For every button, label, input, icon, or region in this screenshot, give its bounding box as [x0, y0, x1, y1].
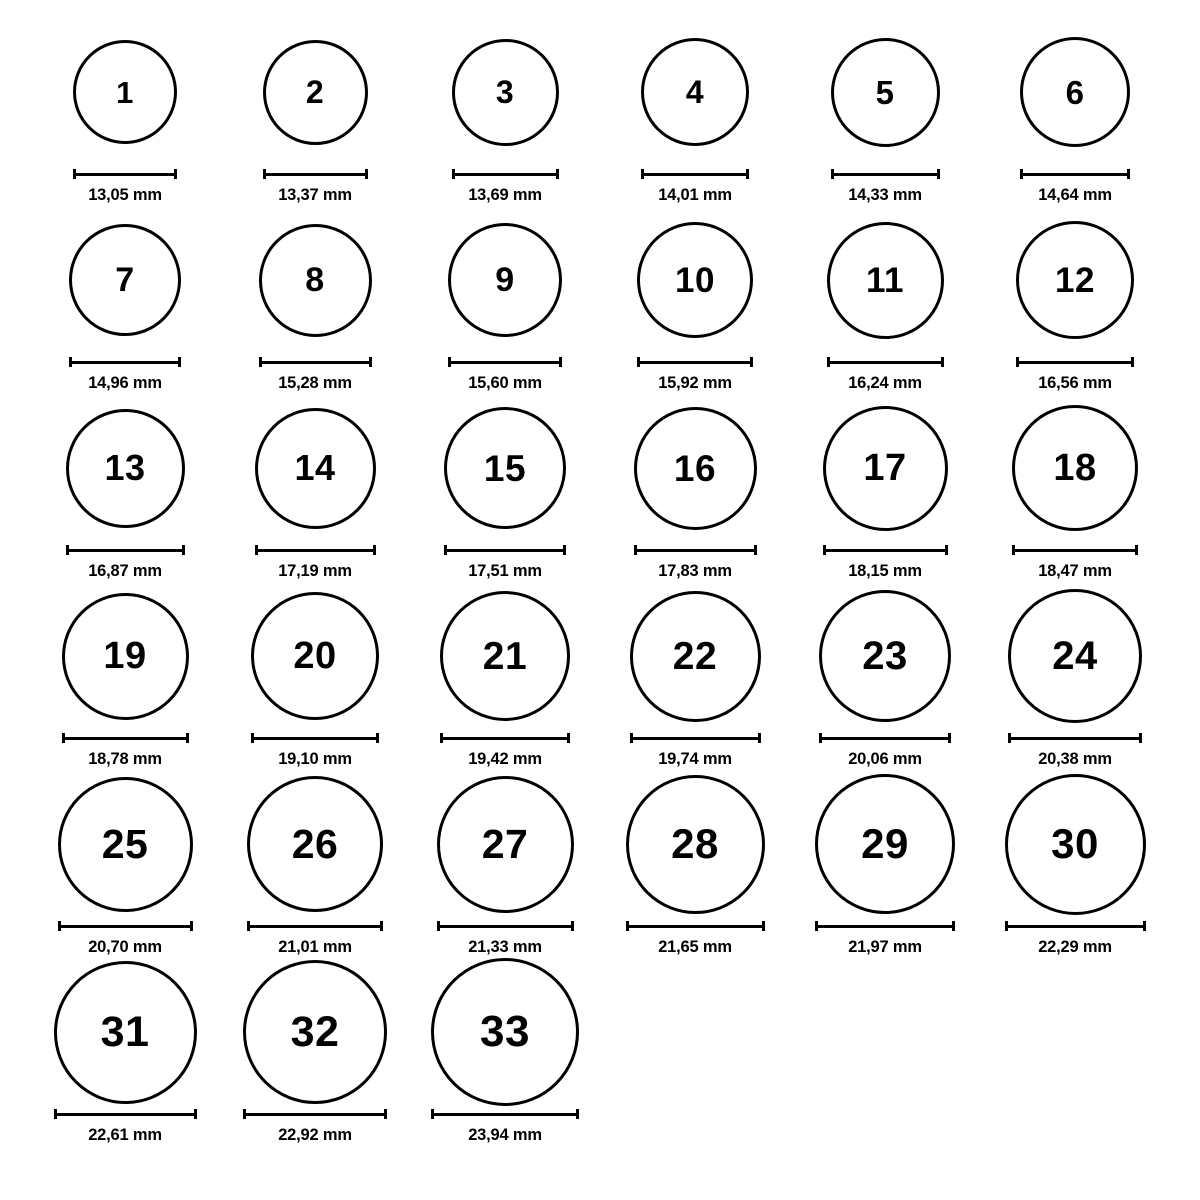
ring-circle-wrap — [220, 394, 410, 542]
ring-circle-wrap — [30, 18, 220, 166]
ring-circle — [66, 409, 185, 528]
ring-size-cell — [790, 770, 980, 958]
ring-size-number: 19 — [103, 635, 147, 677]
measure-bar-line — [637, 361, 753, 364]
diameter-measure-bar — [1020, 168, 1130, 180]
measure-bar-icon — [1016, 357, 1134, 367]
ring-size-number: 4 — [685, 74, 705, 110]
ring-circle-wrap — [220, 770, 410, 918]
ring-circle-wrap — [410, 958, 600, 1106]
ring-size-number: 5 — [875, 73, 895, 111]
ring-circle-wrap — [220, 18, 410, 166]
measure-bar-line — [66, 549, 185, 552]
diameter-label: 17,83 mm — [658, 562, 732, 580]
measure-bar-icon — [247, 921, 383, 931]
diameter-label: 23,94 mm — [468, 1126, 542, 1144]
diameter-measure-bar — [263, 168, 368, 180]
measure-bar-line — [452, 173, 559, 176]
measure-bar-line — [1016, 361, 1134, 364]
ring-size-cell — [220, 770, 410, 958]
measure-bar-line — [247, 925, 383, 928]
measure-bar-icon — [73, 169, 177, 179]
ring-size-cell — [30, 582, 220, 770]
measure-bar-icon — [54, 1109, 197, 1119]
diameter-measure-bar — [73, 168, 177, 180]
ring-circle — [263, 40, 368, 145]
ring-size-cell — [410, 394, 600, 582]
measure-bar-icon — [58, 921, 193, 931]
ring-size-cell — [30, 958, 220, 1146]
ring-circle — [831, 38, 940, 147]
ring-circle-wrap — [410, 582, 600, 730]
measure-bar-line — [73, 173, 177, 176]
diameter-measure-bar — [251, 732, 379, 744]
ring-size-grid — [0, 18, 1200, 1146]
ring-size-number: 31 — [100, 1007, 150, 1056]
diameter-label: 14,33 mm — [848, 186, 922, 204]
diameter-measure-bar — [243, 1108, 387, 1120]
diameter-label: 17,51 mm — [468, 562, 542, 580]
ring-size-number: 29 — [861, 820, 909, 867]
ring-circle — [452, 39, 559, 146]
measure-bar-icon — [259, 357, 372, 367]
diameter-measure-bar — [626, 920, 765, 932]
ring-circle — [1012, 405, 1138, 531]
measure-bar-line — [259, 361, 372, 364]
ring-circle-wrap — [30, 394, 220, 542]
ring-size-cell — [790, 394, 980, 582]
diameter-label: 16,56 mm — [1038, 374, 1112, 392]
diameter-label: 15,92 mm — [658, 374, 732, 392]
diameter-measure-bar — [1016, 356, 1134, 368]
diameter-label: 14,96 mm — [88, 374, 162, 392]
measure-bar-icon — [431, 1109, 579, 1119]
diameter-measure-bar — [69, 356, 181, 368]
ring-circle — [1020, 37, 1130, 147]
diameter-measure-bar — [827, 356, 944, 368]
measure-bar-line — [444, 549, 566, 552]
measure-bar-line — [626, 925, 765, 928]
measure-bar-icon — [444, 545, 566, 555]
ring-size-cell — [220, 206, 410, 394]
ring-circle — [69, 224, 181, 336]
ring-circle-wrap — [220, 958, 410, 1106]
diameter-measure-bar — [54, 1108, 197, 1120]
diameter-label: 18,47 mm — [1038, 562, 1112, 580]
measure-bar-icon — [634, 545, 757, 555]
measure-bar-line — [827, 361, 944, 364]
ring-size-cell — [30, 206, 220, 394]
diameter-label: 22,29 mm — [1038, 938, 1112, 956]
ring-circle-wrap — [220, 206, 410, 354]
ring-circle — [255, 408, 376, 529]
ring-circle-wrap — [30, 582, 220, 730]
ring-size-number: 3 — [495, 74, 515, 110]
measure-bar-icon — [831, 169, 940, 179]
ring-circle-wrap — [410, 770, 600, 918]
ring-circle-wrap — [410, 18, 600, 166]
diameter-measure-bar — [448, 356, 562, 368]
ring-circle-wrap — [30, 206, 220, 354]
ring-size-number: 28 — [671, 820, 719, 867]
ring-size-number: 15 — [483, 447, 527, 489]
ring-circle-wrap — [30, 958, 220, 1106]
measure-bar-line — [1008, 737, 1142, 740]
diameter-measure-bar — [431, 1108, 579, 1120]
ring-size-cell — [410, 770, 600, 958]
ring-circle-wrap — [600, 206, 790, 354]
diameter-label: 16,24 mm — [848, 374, 922, 392]
measure-bar-icon — [1012, 545, 1138, 555]
ring-size-number: 13 — [104, 447, 146, 488]
ring-circle — [259, 224, 372, 337]
diameter-measure-bar — [641, 168, 749, 180]
ring-size-cell — [410, 18, 600, 206]
diameter-measure-bar — [247, 920, 383, 932]
measure-bar-icon — [815, 921, 955, 931]
ring-circle-wrap — [980, 18, 1170, 166]
ring-circle — [815, 774, 955, 914]
diameter-label: 17,19 mm — [278, 562, 352, 580]
diameter-measure-bar — [815, 920, 955, 932]
diameter-label: 21,65 mm — [658, 938, 732, 956]
diameter-label: 18,15 mm — [848, 562, 922, 580]
ring-size-cell — [790, 582, 980, 770]
diameter-label: 13,05 mm — [88, 186, 162, 204]
ring-circle — [641, 38, 749, 146]
ring-size-cell — [980, 206, 1170, 394]
ring-size-cell — [30, 394, 220, 582]
diameter-label: 19,42 mm — [468, 750, 542, 768]
ring-circle — [247, 776, 383, 912]
measure-bar-line — [630, 737, 761, 740]
ring-size-number: 32 — [290, 1007, 340, 1056]
ring-size-number: 9 — [495, 261, 515, 299]
measure-bar-line — [831, 173, 940, 176]
diameter-label: 13,69 mm — [468, 186, 542, 204]
ring-circle — [448, 223, 562, 337]
measure-bar-icon — [251, 733, 379, 743]
ring-circle-wrap — [410, 206, 600, 354]
ring-size-number: 11 — [866, 260, 904, 300]
diameter-measure-bar — [823, 544, 948, 556]
measure-bar-icon — [1020, 169, 1130, 179]
measure-bar-line — [69, 361, 181, 364]
ring-circle-wrap — [790, 582, 980, 730]
ring-size-cell — [410, 582, 600, 770]
measure-bar-icon — [263, 169, 368, 179]
diameter-label: 20,38 mm — [1038, 750, 1112, 768]
diameter-label: 14,01 mm — [658, 186, 732, 204]
measure-bar-line — [1012, 549, 1138, 552]
ring-circle-wrap — [980, 770, 1170, 918]
measure-bar-line — [255, 549, 376, 552]
ring-size-cell — [600, 18, 790, 206]
measure-bar-icon — [819, 733, 951, 743]
diameter-label: 14,64 mm — [1038, 186, 1112, 204]
measure-bar-line — [431, 1113, 579, 1116]
ring-size-cell — [220, 18, 410, 206]
measure-bar-icon — [1005, 921, 1146, 931]
ring-circle-wrap — [600, 394, 790, 542]
ring-size-cell — [600, 770, 790, 958]
measure-bar-line — [819, 737, 951, 740]
diameter-measure-bar — [62, 732, 189, 744]
ring-size-number: 16 — [673, 447, 717, 489]
diameter-label: 20,06 mm — [848, 750, 922, 768]
ring-size-cell — [410, 958, 600, 1146]
ring-size-cell — [30, 18, 220, 206]
ring-size-number: 23 — [862, 634, 908, 678]
diameter-label: 20,70 mm — [88, 938, 162, 956]
ring-circle-wrap — [600, 770, 790, 918]
ring-circle — [73, 40, 177, 144]
diameter-measure-bar — [634, 544, 757, 556]
diameter-measure-bar — [1012, 544, 1138, 556]
ring-size-cell — [220, 394, 410, 582]
diameter-label: 21,97 mm — [848, 938, 922, 956]
ring-circle-wrap — [790, 18, 980, 166]
measure-bar-line — [634, 549, 757, 552]
ring-circle — [827, 222, 944, 339]
ring-size-number: 25 — [101, 820, 149, 867]
ring-size-number: 22 — [672, 634, 718, 678]
ring-circle — [251, 592, 379, 720]
measure-bar-icon — [641, 169, 749, 179]
diameter-label: 15,28 mm — [278, 374, 352, 392]
measure-bar-line — [62, 737, 189, 740]
diameter-label: 19,10 mm — [278, 750, 352, 768]
ring-size-cell — [980, 770, 1170, 958]
ring-size-cell — [220, 958, 410, 1146]
diameter-measure-bar — [452, 168, 559, 180]
ring-size-number: 12 — [1055, 260, 1095, 300]
ring-size-cell — [980, 394, 1170, 582]
ring-circle-wrap — [980, 206, 1170, 354]
diameter-label: 13,37 mm — [278, 186, 352, 204]
ring-circle — [437, 776, 574, 913]
ring-size-cell — [600, 582, 790, 770]
measure-bar-line — [437, 925, 574, 928]
ring-circle — [630, 591, 761, 722]
ring-circle — [62, 593, 189, 720]
measure-bar-icon — [69, 357, 181, 367]
ring-size-number: 30 — [1051, 820, 1099, 867]
ring-circle-wrap — [220, 582, 410, 730]
ring-circle — [637, 222, 753, 338]
ring-size-cell — [980, 582, 1170, 770]
diameter-measure-bar — [437, 920, 574, 932]
measure-bar-icon — [66, 545, 185, 555]
ring-circle — [431, 958, 579, 1106]
ring-size-number: 24 — [1052, 634, 1098, 678]
measure-bar-line — [1020, 173, 1130, 176]
diameter-label: 22,92 mm — [278, 1126, 352, 1144]
ring-size-cell — [980, 18, 1170, 206]
ring-size-number: 7 — [115, 261, 135, 299]
measure-bar-icon — [243, 1109, 387, 1119]
diameter-measure-bar — [58, 920, 193, 932]
diameter-measure-bar — [831, 168, 940, 180]
ring-size-number: 21 — [482, 634, 528, 678]
ring-circle — [626, 775, 765, 914]
ring-size-number: 1 — [116, 74, 134, 110]
ring-size-cell — [410, 206, 600, 394]
measure-bar-icon — [440, 733, 570, 743]
ring-size-number: 17 — [863, 447, 907, 489]
diameter-label: 15,60 mm — [468, 374, 542, 392]
measure-bar-line — [823, 549, 948, 552]
ring-circle-wrap — [600, 582, 790, 730]
measure-bar-line — [251, 737, 379, 740]
measure-bar-icon — [448, 357, 562, 367]
ring-circle — [243, 960, 387, 1104]
measure-bar-icon — [626, 921, 765, 931]
ring-circle — [54, 961, 197, 1104]
ring-size-number: 18 — [1053, 447, 1097, 489]
ring-size-number: 20 — [293, 635, 337, 677]
ring-circle — [444, 407, 566, 529]
ring-size-cell — [790, 206, 980, 394]
ring-circle-wrap — [410, 394, 600, 542]
diameter-measure-bar — [630, 732, 761, 744]
measure-bar-icon — [823, 545, 948, 555]
measure-bar-icon — [827, 357, 944, 367]
measure-bar-line — [54, 1113, 197, 1116]
ring-size-cell — [30, 770, 220, 958]
measure-bar-icon — [437, 921, 574, 931]
measure-bar-line — [815, 925, 955, 928]
ring-size-cell — [790, 18, 980, 206]
ring-size-number: 33 — [480, 1007, 530, 1056]
diameter-measure-bar — [259, 356, 372, 368]
ring-circle — [440, 591, 570, 721]
measure-bar-icon — [1008, 733, 1142, 743]
ring-circle — [1005, 774, 1146, 915]
ring-circle-wrap — [600, 18, 790, 166]
diameter-label: 18,78 mm — [88, 750, 162, 768]
measure-bar-line — [243, 1113, 387, 1116]
ring-size-number: 14 — [294, 447, 336, 488]
ring-circle-wrap — [790, 394, 980, 542]
diameter-measure-bar — [444, 544, 566, 556]
measure-bar-line — [58, 925, 193, 928]
diameter-measure-bar — [440, 732, 570, 744]
diameter-measure-bar — [255, 544, 376, 556]
diameter-label: 19,74 mm — [658, 750, 732, 768]
ring-size-number: 2 — [305, 74, 325, 110]
measure-bar-icon — [62, 733, 189, 743]
diameter-measure-bar — [1005, 920, 1146, 932]
diameter-label: 22,61 mm — [88, 1126, 162, 1144]
measure-bar-line — [440, 737, 570, 740]
diameter-measure-bar — [66, 544, 185, 556]
ring-size-number: 26 — [291, 820, 339, 867]
ring-circle — [1008, 589, 1142, 723]
ring-circle-wrap — [980, 394, 1170, 542]
measure-bar-line — [263, 173, 368, 176]
diameter-label: 21,01 mm — [278, 938, 352, 956]
measure-bar-line — [448, 361, 562, 364]
ring-size-cell — [600, 206, 790, 394]
ring-size-cell — [600, 394, 790, 582]
ring-circle — [58, 777, 193, 912]
ring-circle-wrap — [30, 770, 220, 918]
measure-bar-icon — [452, 169, 559, 179]
ring-size-number: 27 — [481, 820, 529, 867]
diameter-measure-bar — [637, 356, 753, 368]
ring-size-number: 8 — [305, 261, 325, 299]
measure-bar-icon — [637, 357, 753, 367]
diameter-label: 21,33 mm — [468, 938, 542, 956]
ring-circle-wrap — [790, 770, 980, 918]
diameter-label: 16,87 mm — [88, 562, 162, 580]
ring-circle — [634, 407, 757, 530]
measure-bar-line — [1005, 925, 1146, 928]
ring-circle — [819, 590, 951, 722]
ring-circle-wrap — [790, 206, 980, 354]
ring-circle — [1016, 221, 1134, 339]
measure-bar-icon — [255, 545, 376, 555]
ring-circle — [823, 406, 948, 531]
ring-size-cell — [220, 582, 410, 770]
diameter-measure-bar — [1008, 732, 1142, 744]
diameter-measure-bar — [819, 732, 951, 744]
ring-circle-wrap — [980, 582, 1170, 730]
measure-bar-line — [641, 173, 749, 176]
measure-bar-icon — [630, 733, 761, 743]
ring-size-number: 10 — [675, 260, 715, 300]
ring-size-number: 6 — [1065, 73, 1085, 111]
